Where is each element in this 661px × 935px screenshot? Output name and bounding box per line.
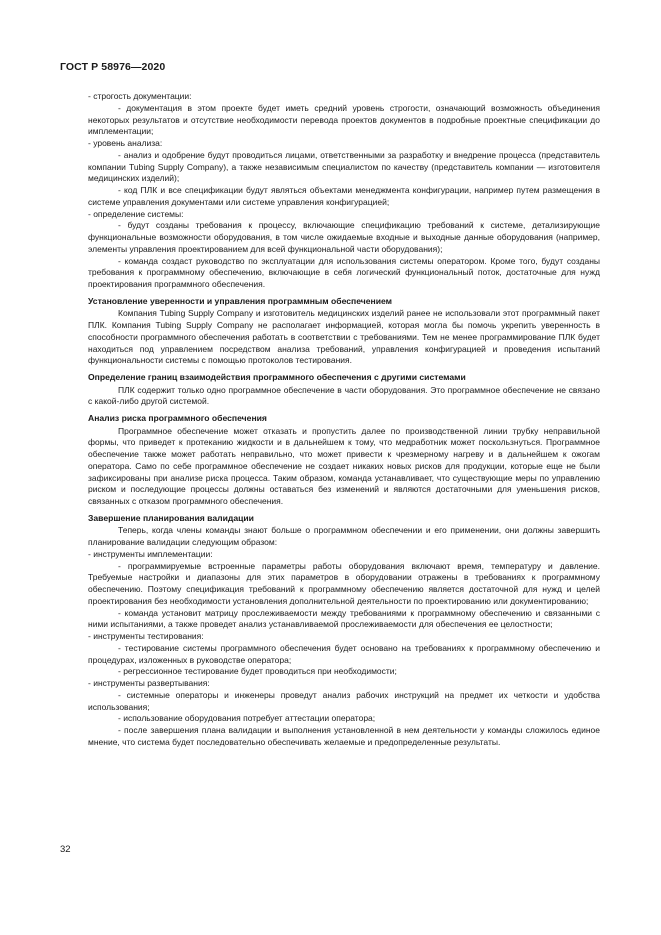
list-item: - команда создаст руководство по эксплуатации для использования системы оператором. Кроме того, будут созданы требования к программному обеспечению, включающие в себя логический функциональный поток, достаточные для нужд проектирования программного обеспечения. [88, 255, 600, 289]
list-item: - код ПЛК и все спецификации будут являться объектами менеджмента конфигурации, например путем размещения в системе управления документами или системе управления конфигурацией; [88, 185, 600, 207]
paragraph: Программное обеспечение может отказать и пропустить далее по производственной линии трубку неправильной формы, что приведет к протеканию жидкости и в дальнейшем к тому, что медработник может поскользнуться. Программное обеспечение также может работать неправильно, что может привести к чрезмерному нагреву и в дальнейшем к ожогам оператора. Само по себе программное обеспечение не создает никаких новых рисков для продукции, которые еще не были зафиксированы при анализе риска процесса. Таким образом, команда устанавливает, что существующие меры по управлению риском и последующие процессы должны оставаться без изменений и являются достаточными для уменьшения рисков, связанных с отказом программного обеспечения. [88, 425, 600, 506]
paragraph: ПЛК содержит только одно программное обеспечение в части оборудования. Это программное обеспечение не связано с какой-либо другой системой. [88, 384, 600, 407]
section-heading: Анализ риска программного обеспечения [88, 413, 267, 423]
paragraph: Компания Tubing Supply Company и изготовитель медицинских изделий ранее не использовали этот программный пакет ПЛК. Компания Tubing Supply Company не располагает информацией, которая могла бы помочь укрепить уверенность в способности программного обеспечения работать в соответствии с требованиями. Тем не менее программирование ПЛК будет находиться под управлением посредством анализа требований, управления конфигурацией и проведения испытаний функциональности системы с помощью протоколов тестирования. [88, 308, 600, 366]
list-item: - документация в этом проекте будет иметь средний уровень строгости, означающий возможность объединения некоторых результатов и отсутствие необходимости перевода проектов документов в подробные проектные спецификации до имплементации; [88, 102, 600, 137]
section-heading: Завершение планирования валидации [88, 512, 254, 523]
list-item: - тестирование системы программного обеспечения будет основано на требованиях к программному обеспечению и процедурах, изложенных в руководстве оператора; [88, 642, 600, 665]
document-header: ГОСТ Р 58976—2020 [60, 61, 166, 73]
list-item: - системные операторы и инженеры проведут анализ рабочих инструкций на предмет их четкости и удобства использования; [88, 689, 600, 712]
section-heading: Определение границ взаимодействия программного обеспечения с другими системами [88, 372, 466, 382]
paragraph: Теперь, когда члены команды знают больше о программном обеспечении и его применении, они должны завершить планирование валидации следующим образом: [88, 525, 600, 547]
list-item: - будут созданы требования к процессу, включающие спецификацию требований к системе, детализирующие функциональные возможности оборудования, в том числе ожидаемые входные и выходные данные оборудования (например, элементы управления проектированием для всей функциональной части оборудования); [88, 220, 600, 254]
list-heading: - строгость документации: [88, 91, 192, 101]
list-item: - использование оборудования потребует аттестации оператора; [118, 713, 376, 724]
list-item: - программируемые встроенные параметры работы оборудования включают время, температуру и давление. Требуемые настройки и диапазоны для этих параметров в оборудовании отражены в требованиях к программному обеспечению. Поэтому спецификация требований к программному обеспечению является достаточной для нужд и целей проектирования без необходимости установления дополнительной деятельности по проектированию или документированию; [88, 560, 600, 606]
page-number: 32 [60, 844, 71, 855]
list-heading: - определение системы: [88, 208, 184, 219]
document-body [88, 91, 600, 749]
section-heading: Установление уверенности и управления программным обеспечением [88, 295, 393, 306]
list-item: - анализ и одобрение будут проводиться лицами, ответственными за разработку и внедрение процесса (представитель компании Tubing Supply Company), а также независимым специалистом по качеству (представитель компании — изготовителя медицинских изделий); [88, 149, 600, 184]
list-heading: - уровень анализа: [88, 138, 163, 148]
list-item: - команда установит матрицу прослеживаемости между требованиями к программному обеспечению и связанными с ними испытаниями, а также проведет анализ устанавливаемой прослеживаемости для обеспечения ее целостности; [88, 607, 600, 630]
list-item: - регрессионное тестирование будет проводиться при необходимости; [118, 666, 397, 677]
list-heading: - инструменты развертывания: [88, 678, 210, 688]
list-heading: - инструменты имплементации: [88, 548, 213, 559]
list-item: - после завершения плана валидации и выполнения установленной в нем деятельности у команды сложилось единое мнение, что система будет последовательно обеспечивать желаемые и предопределенные результаты. [88, 725, 600, 747]
list-heading: - инструменты тестирования: [88, 631, 204, 641]
